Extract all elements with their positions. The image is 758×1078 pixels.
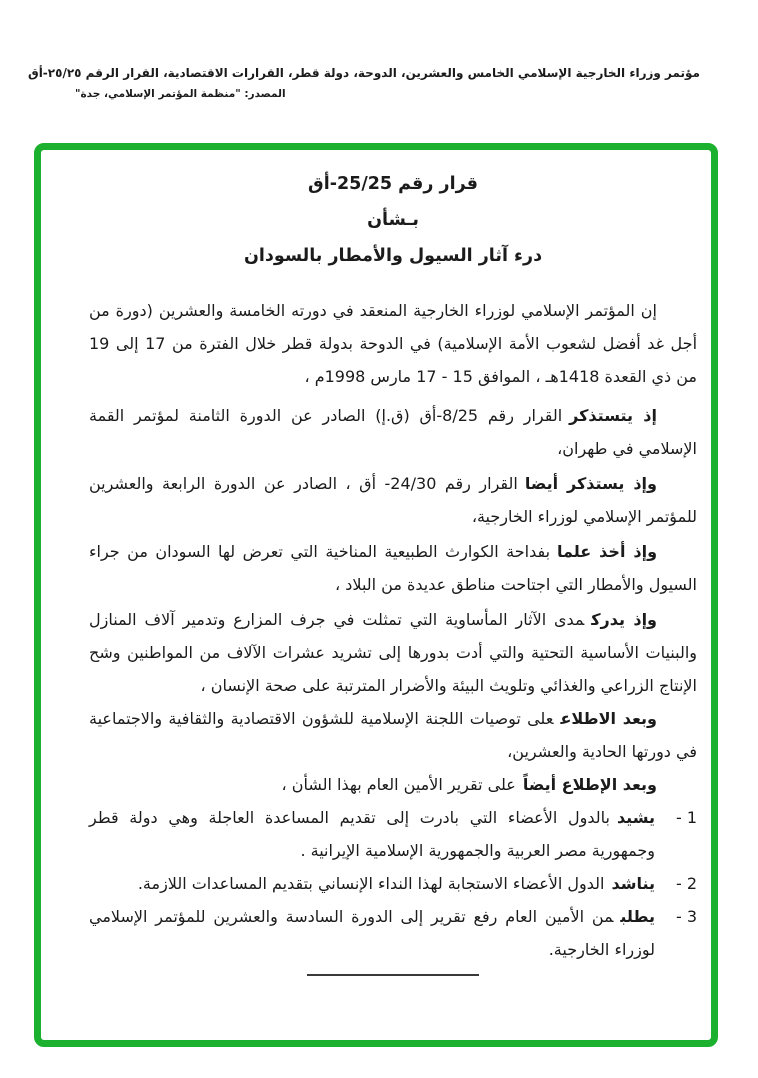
- paragraph-lead: إذ يتستذكر: [569, 406, 658, 425]
- aware-paragraph: [89, 603, 697, 702]
- document-header: [27, 64, 700, 102]
- paragraph-text: القرار رقم 24/30- أق ، الصادر عن الدورة الرابعة والعشرين للمؤتمر الإسلامي لوزراء الخارجية،: [89, 474, 697, 526]
- item-lead: يشيد: [616, 808, 655, 827]
- item-text: [89, 867, 655, 900]
- paragraph-text: بفداحة الكوارث الطبيعية المناخية التي تعرض لها السودان من جراء السيول والأمطار التي اجتاحت مناطق عديدة من البلاد ،: [89, 542, 697, 594]
- operative-item: [89, 900, 697, 966]
- paragraph-text: مدى الآثار المأساوية التي تمثلت في جرف المزارع وتدمير آلاف المنازل والبنيات الأساسية التحتية والتي أدت بدورها إلى تشريد عشرات الآلاف من المواطنين وشح الإنتاج الزراعي والغذائي وتلويث البيئة والأضرار المترتبة على صحة الإنسان ،: [89, 610, 697, 695]
- operative-item: [89, 867, 697, 900]
- paragraph-lead: وإذ يدرك: [591, 610, 658, 629]
- paragraph-lead: وبعد الإطلاع أيضاً: [522, 775, 657, 794]
- item-text: [89, 801, 655, 867]
- paragraph-lead: وبعد الاطلاع: [560, 709, 658, 728]
- end-divider: [307, 974, 479, 976]
- paragraph-text: على توصيات اللجنة الإسلامية للشؤون الاقتصادية والثقافية والاجتماعية في دورتها الحادية والعشرين،: [89, 709, 697, 761]
- resolution-body: [41, 150, 711, 976]
- recalling-also-paragraph: [89, 467, 697, 533]
- resolution-regarding: بـشأن: [367, 210, 419, 230]
- operative-item: [89, 801, 697, 867]
- paragraph-lead: وإذ يستذكر أيضا: [524, 474, 657, 493]
- resolution-number: قرار رقم 25/25-أق: [308, 174, 478, 194]
- item-number: 2 -: [675, 874, 697, 893]
- paragraph-text: إن المؤتمر الإسلامي لوزراء الخارجية المنعقد في دورته الخامسة والعشرين (دورة من أجل غد أفضل لشعوب الأمة الإسلامية) في الدوحة بدولة قطر خلال الفترة من 17 إلى 19 من ذي القعدة 1418هـ ، الموافق 15 - 17 مارس 1998م ،: [89, 301, 698, 386]
- paragraph-lead: وإذ أخذ علما: [557, 542, 658, 561]
- paragraph-text: على تقرير الأمين العام بهذا الشأن ،: [281, 775, 516, 794]
- having-reviewed-paragraph: [89, 702, 697, 768]
- paragraph-text: القرار رقم 8/25-أق (ق.إ) الصادر عن الدورة الثامنة لمؤتمر القمة الإسلامي في طهران،: [89, 406, 697, 458]
- item-lead: يطلب: [620, 907, 655, 926]
- header-source: المصدر: "منظمة المؤتمر الإسلامي، جدة": [75, 88, 286, 100]
- item-number: 1 -: [675, 808, 697, 827]
- item-text: [89, 900, 655, 966]
- resolution-subject: درء آثار السيول والأمطار بالسودان: [243, 246, 543, 266]
- item-body: بالدول الأعضاء التي بادرت إلى تقديم المساعدة العاجلة وهي دولة قطر وجمهورية مصر العربية والجمهورية الإسلامية الإيرانية .: [89, 808, 655, 860]
- item-body: من الأمين العام رفع تقرير إلى الدورة السادسة والعشرين للمؤتمر الإسلامي لوزراء الخارجية.: [89, 907, 655, 959]
- header-citation: مؤتمر وزراء الخارجية الإسلامي الخامس والعشرين، الدوحة، دولة قطر، القرارات الاقتصادية، القرار الرقم ٢٥/٢٥-أق: [27, 66, 700, 80]
- item-body: الدول الأعضاء الاستجابة لهذا النداء الإنساني بتقديم المساعدات اللازمة.: [137, 874, 605, 893]
- item-number: 3 -: [675, 907, 697, 926]
- item-lead: يناشد: [611, 874, 655, 893]
- taking-note-paragraph: [89, 535, 697, 601]
- preamble-paragraph: [89, 294, 697, 393]
- having-reviewed-also-paragraph: [89, 768, 697, 801]
- recalling-paragraph: [89, 399, 697, 465]
- resolution-title: [89, 166, 697, 274]
- highlight-border-box: [34, 143, 718, 1047]
